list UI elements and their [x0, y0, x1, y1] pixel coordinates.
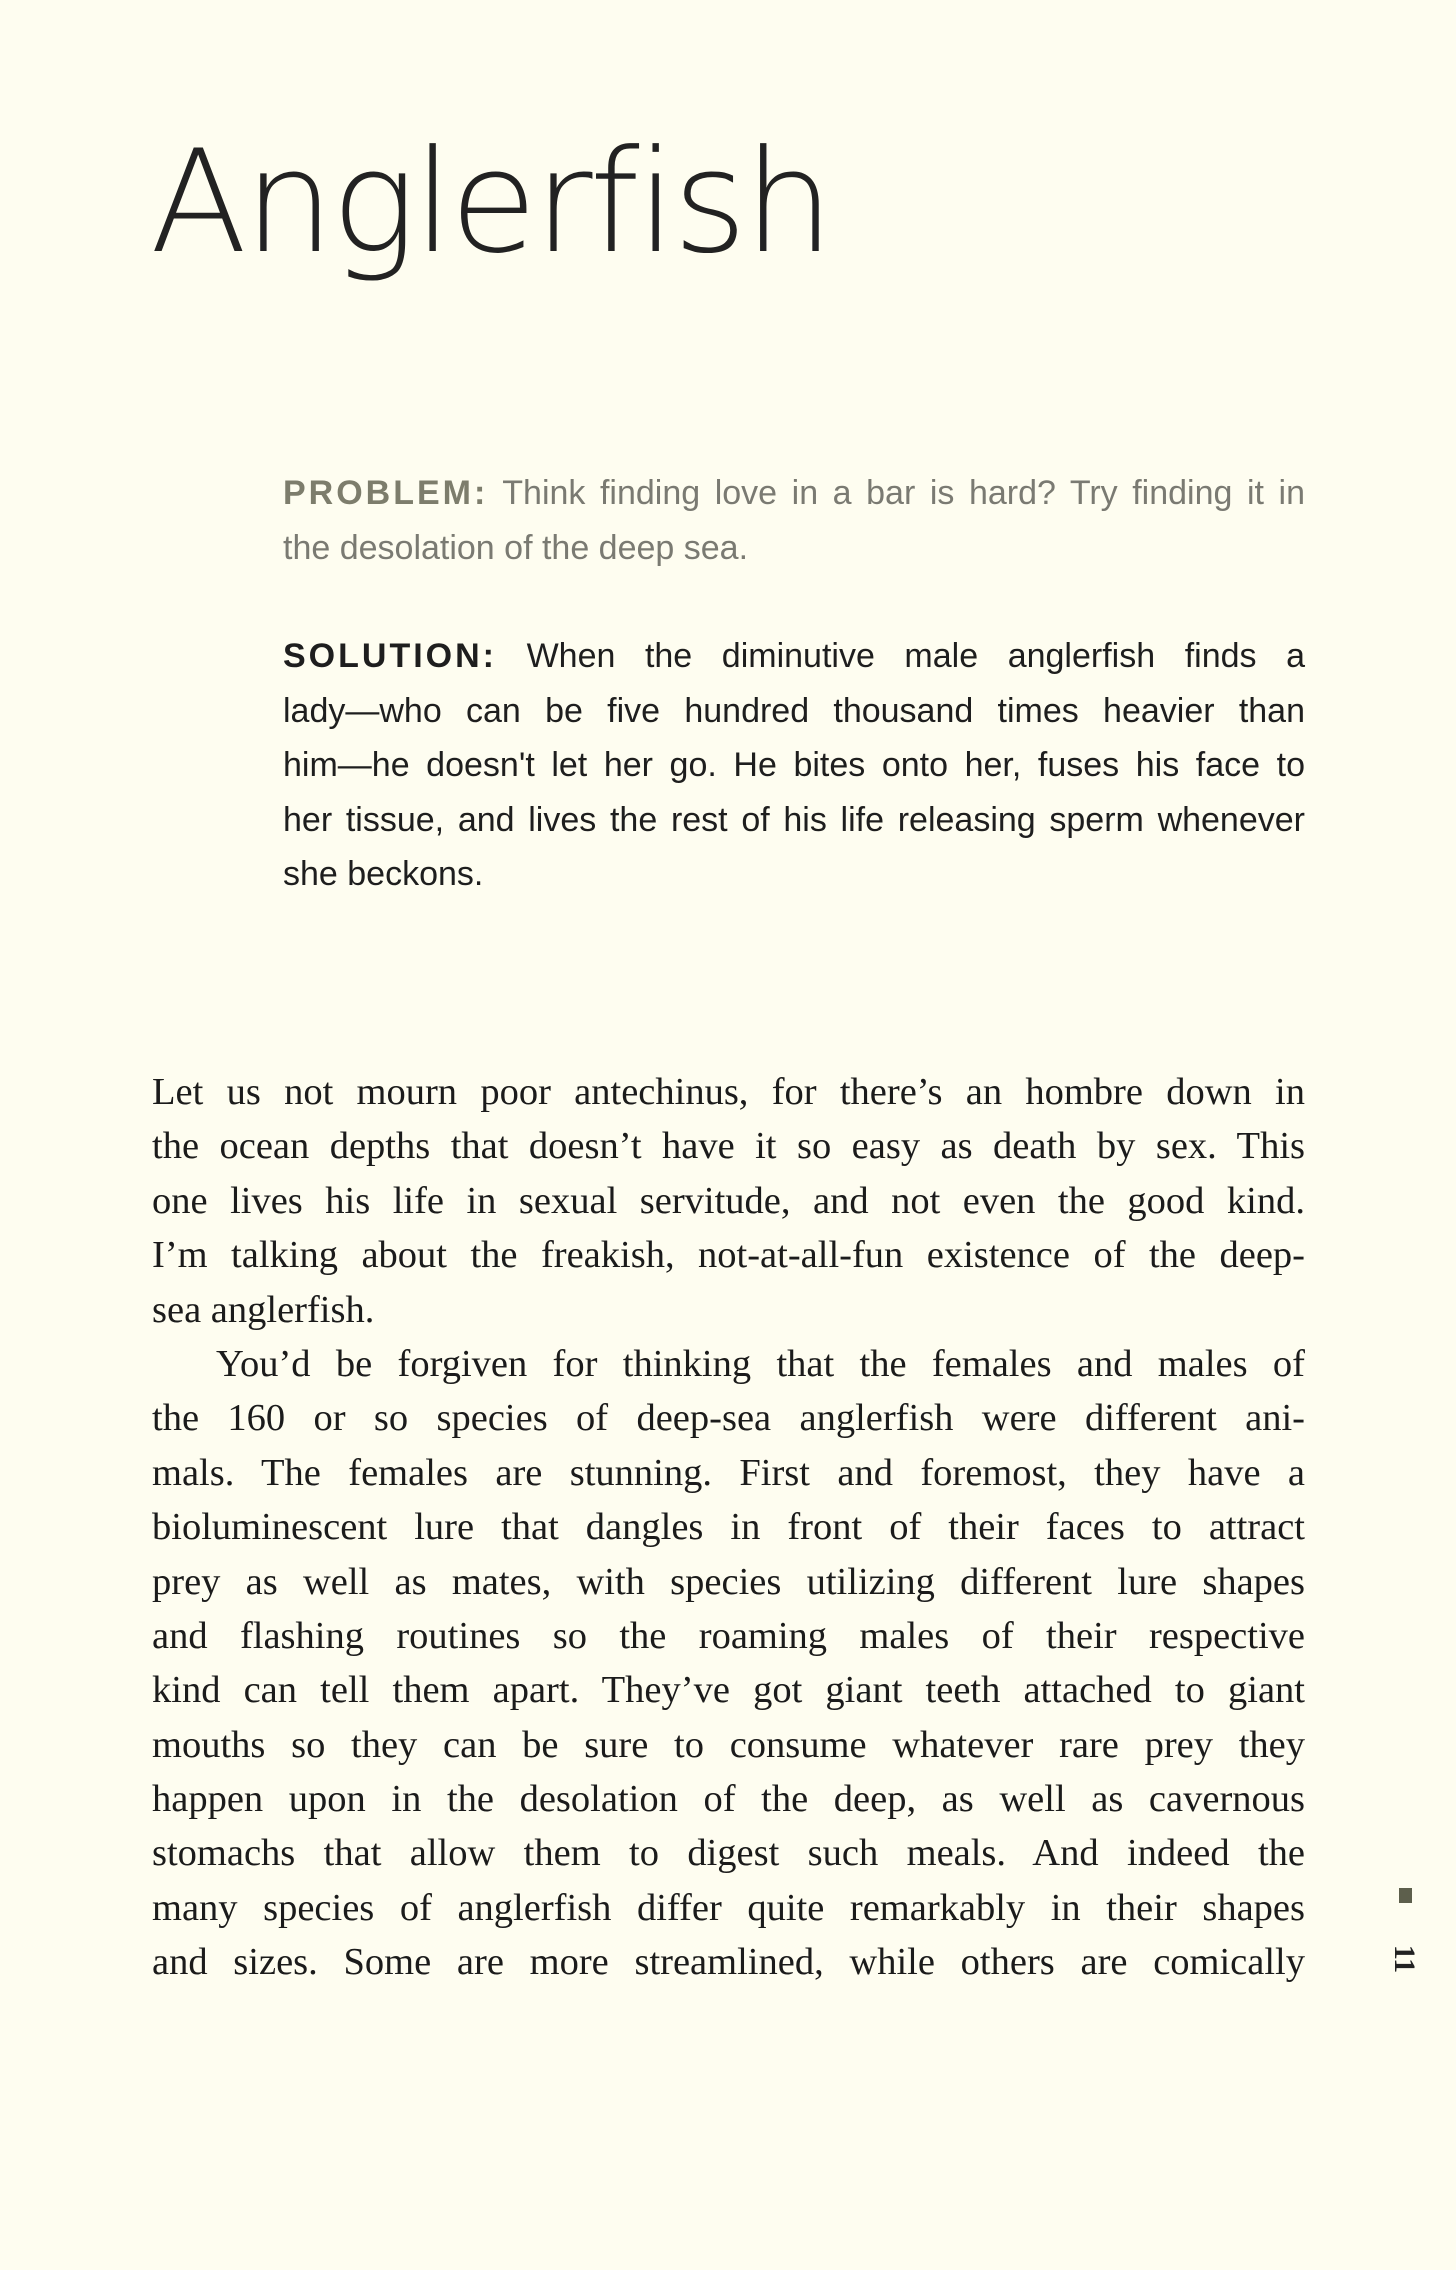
solution-line: him—he doesn't let her go. He bites onto her, fuses his face to — [283, 746, 1305, 784]
body-line: mouths so they can be sure to consume whatever rare prey they — [152, 1723, 1305, 1766]
page-number: 11 — [1388, 1944, 1422, 1974]
body-line: the ocean depths that doesn’t have it so easy as death by sex. This — [152, 1125, 1305, 1168]
body-line: stomachs that allow them to digest such meals. And indeed the — [152, 1832, 1305, 1875]
problem-line — [283, 466, 1305, 521]
body-line: and sizes. Some are more streamlined, while others are comically — [152, 1941, 1305, 1984]
body-line: the 160 or so species of deep-sea anglerfish were different ani- — [152, 1397, 1305, 1440]
solution-line: her tissue, and lives the rest of his life releasing sperm whenever — [283, 800, 1305, 839]
body-line: sea anglerfish. — [152, 1288, 375, 1331]
page-marker — [1399, 1888, 1412, 1903]
body-text — [152, 1065, 1305, 1990]
body-line: mals. The females are stunning. First and foremost, they have a — [152, 1451, 1305, 1494]
chapter-title: Anglerfish — [150, 120, 831, 285]
solution-text: When the diminutive male anglerfish finds a — [526, 637, 1305, 675]
body-line: You’d be forgiven for thinking that the females and males of — [216, 1342, 1305, 1385]
problem-label: PROBLEM: — [283, 474, 489, 512]
solution-line — [283, 629, 1305, 684]
body-line: bioluminescent lure that dangles in front of their faces to attract — [152, 1506, 1305, 1549]
body-line: many species of anglerfish differ quite remarkably in their shapes — [152, 1886, 1305, 1929]
paragraph-2 — [152, 1337, 1305, 1990]
body-line: one lives his life in sexual servitude, and not even the good kind. — [152, 1179, 1305, 1222]
body-line: kind can tell them apart. They’ve got giant teeth attached to giant — [152, 1669, 1305, 1712]
solution-line: lady—who can be five hundred thousand times heavier than — [283, 691, 1305, 730]
problem-box — [283, 466, 1305, 575]
paragraph-1 — [152, 1065, 1305, 1337]
solution-box — [283, 629, 1305, 902]
body-line: prey as well as mates, with species utilizing different lure shapes — [152, 1560, 1305, 1603]
body-line: happen upon in the desolation of the deep, as well as cavernous — [152, 1778, 1305, 1821]
problem-text: Think finding love in a bar is hard? Try finding it in — [502, 474, 1305, 512]
solution-line: she beckons. — [283, 855, 484, 893]
solution-label: SOLUTION: — [283, 637, 497, 675]
body-line: I’m talking about the freakish, not-at-all-fun existence of the deep- — [152, 1234, 1305, 1277]
body-line: and flashing routines so the roaming males of their respective — [152, 1614, 1305, 1657]
body-line: Let us not mourn poor antechinus, for there’s an hombre down in — [152, 1071, 1305, 1113]
problem-line: the desolation of the deep sea. — [283, 528, 749, 567]
